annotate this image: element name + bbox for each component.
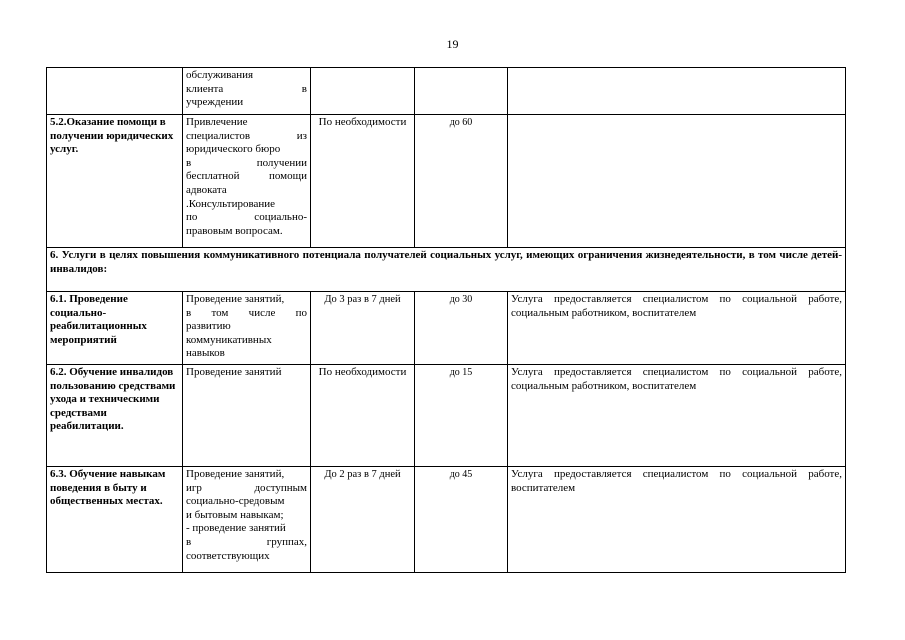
description-line: клиента в xyxy=(186,82,307,95)
frequency-cell: По необходимости xyxy=(311,365,415,467)
note-cell: Услуга предоставляется специалистом по социальной работе, социальным работником, воспитателем xyxy=(508,365,846,467)
duration-cell: до 30 xyxy=(415,292,508,365)
service-name-cell: 6.1. Проведение социально-реабилитационных мероприятий xyxy=(47,292,183,365)
note-cell: Услуга предоставляется специалистом по социальной работе, социальным работником, воспитателем xyxy=(508,292,846,365)
description-line: Проведение занятий, xyxy=(186,293,285,305)
duration-cell xyxy=(415,68,508,115)
description-line: правовым вопросам. xyxy=(186,224,283,237)
description-line: коммуникативных xyxy=(186,333,272,346)
service-description-cell xyxy=(183,292,311,365)
service-name-cell: 5.2.Оказание помощи в получении юридических услуг. xyxy=(47,115,183,248)
table-row xyxy=(47,467,846,573)
duration-cell: до 60 xyxy=(415,115,508,248)
description-line: в получении xyxy=(186,156,307,169)
description-line: социально-средовым xyxy=(186,495,285,508)
frequency-cell xyxy=(311,68,415,115)
duration-cell: до 45 xyxy=(415,467,508,573)
duration-cell: до 15 xyxy=(415,365,508,467)
section-heading-row xyxy=(47,248,846,292)
frequency-cell: По необходимости xyxy=(311,115,415,248)
description-line: - проведение занятий xyxy=(186,522,286,535)
note-cell xyxy=(508,68,846,115)
description-line: обслуживания xyxy=(186,69,254,81)
services-table xyxy=(46,67,846,573)
description-line: специалистов из xyxy=(186,129,307,142)
description-line: юридического бюро xyxy=(186,143,281,156)
description-line: по социально- xyxy=(186,211,307,224)
table-row xyxy=(47,115,846,248)
description-line: игр доступным xyxy=(186,481,307,494)
note-cell xyxy=(508,115,846,248)
frequency-cell: До 2 раз в 7 дней xyxy=(311,467,415,573)
table-row xyxy=(47,292,846,365)
table-row xyxy=(47,365,846,467)
description-line: Привлечение xyxy=(186,116,248,128)
section-heading: 6. Услуги в целях повышения коммуникативного потенциала получателей социальных услуг, имеющих ограничения жизнедеятельности, в том числе детей-инвалидов: xyxy=(47,248,846,292)
description-line: навыков xyxy=(186,347,225,360)
description-line: адвоката xyxy=(186,183,227,196)
note-cell: Услуга предоставляется специалистом по социальной работе, воспитателем xyxy=(508,467,846,573)
description-line: соответствующих xyxy=(186,549,270,562)
description-line: развитию xyxy=(186,320,231,333)
service-name-cell: 6.3. Обучение навыкам поведения в быту и общественных местах. xyxy=(47,467,183,573)
frequency-cell: До 3 раз в 7 дней xyxy=(311,292,415,365)
service-description-cell xyxy=(183,68,311,115)
service-description-cell xyxy=(183,365,311,467)
service-name-cell xyxy=(47,68,183,115)
description-line: .Консультирование xyxy=(186,197,276,210)
service-description-cell xyxy=(183,467,311,573)
description-line: учреждении xyxy=(186,96,244,109)
page-number: 19 xyxy=(446,37,459,51)
description-line: Проведение занятий, xyxy=(186,468,285,480)
service-description-cell xyxy=(183,115,311,248)
service-name-cell: 6.2. Обучение инвалидов пользованию средствами ухода и техническими средствами реабилитации. xyxy=(47,365,183,467)
description-line: в группах, xyxy=(186,535,307,548)
description-line: и бытовым навыкам; xyxy=(186,508,284,521)
description-line: бесплатной помощи xyxy=(186,170,307,183)
description-line: Проведение занятий xyxy=(186,366,282,378)
table-row xyxy=(47,68,846,115)
description-line: в том числе по xyxy=(186,306,307,319)
